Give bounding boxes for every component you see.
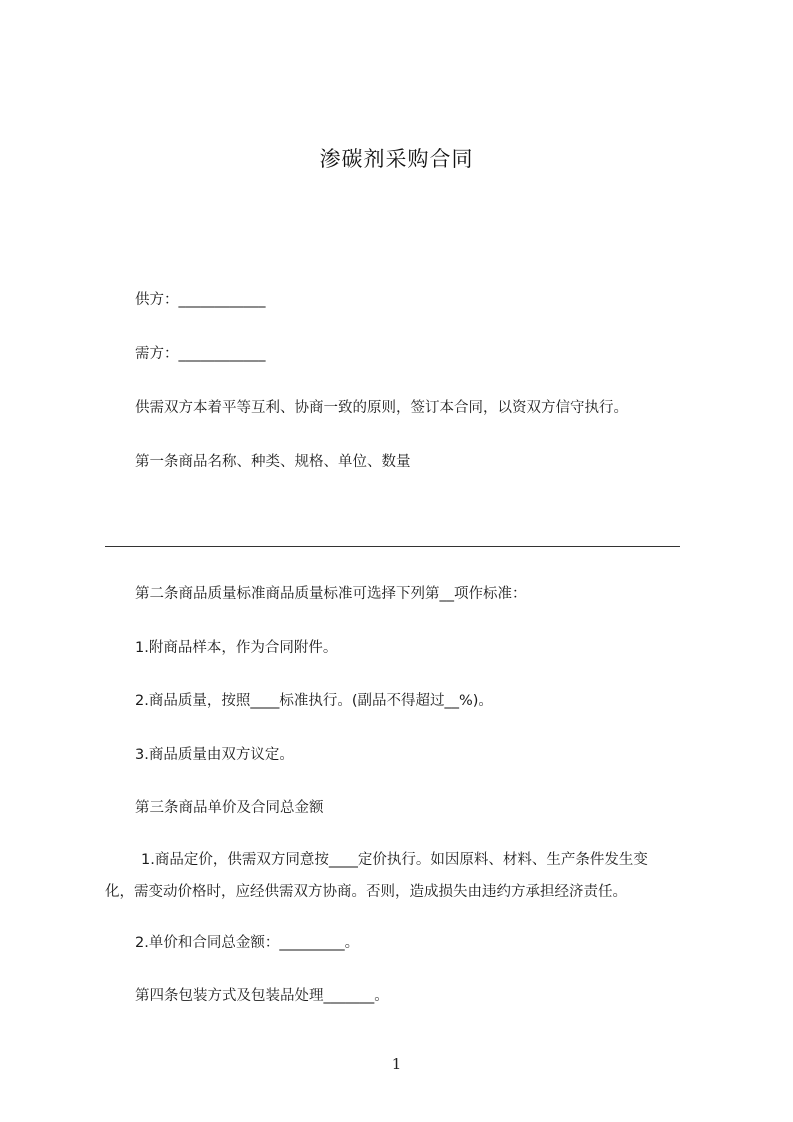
article2-item2: 2.商品质量，按照____标准执行。(副品不得超过__%)。 (135, 693, 493, 709)
article1-heading: 第一条商品名称、种类、规格、单位、数量 (135, 454, 411, 470)
document-title: 渗碳剂采购合同 (319, 147, 474, 171)
article3-heading: 第三条商品单价及合同总金额 (135, 800, 324, 816)
article2-item1: 1.附商品样本，作为合同附件。 (135, 640, 338, 656)
article3-item1: 1.商品定价，供需双方同意按____定价执行。如因原料、材料、生产条件发生变化，需变动价格时，应经供需双方协商。否则，造成损失由违约方承担经济责任。 (105, 852, 648, 900)
supplier-line: 供方：____________ (135, 292, 266, 308)
page-number: 1 (391, 1055, 402, 1073)
buyer-line: 需方：____________ (135, 346, 266, 362)
article2-heading: 第二条商品质量标准商品质量标准可选择下列第__项作标准： (135, 586, 527, 602)
intro-paragraph: 供需双方本着平等互利、协商一致的原则，签订本合同，以资双方信守执行。 (135, 400, 628, 416)
article3-item2: 2.单价和合同总金额：_________。 (135, 935, 360, 951)
blank-table-rule (105, 546, 680, 547)
article4-heading: 第四条包装方式及包装品处理_______。 (135, 988, 389, 1004)
article2-item3: 3.商品质量由双方议定。 (135, 747, 294, 763)
